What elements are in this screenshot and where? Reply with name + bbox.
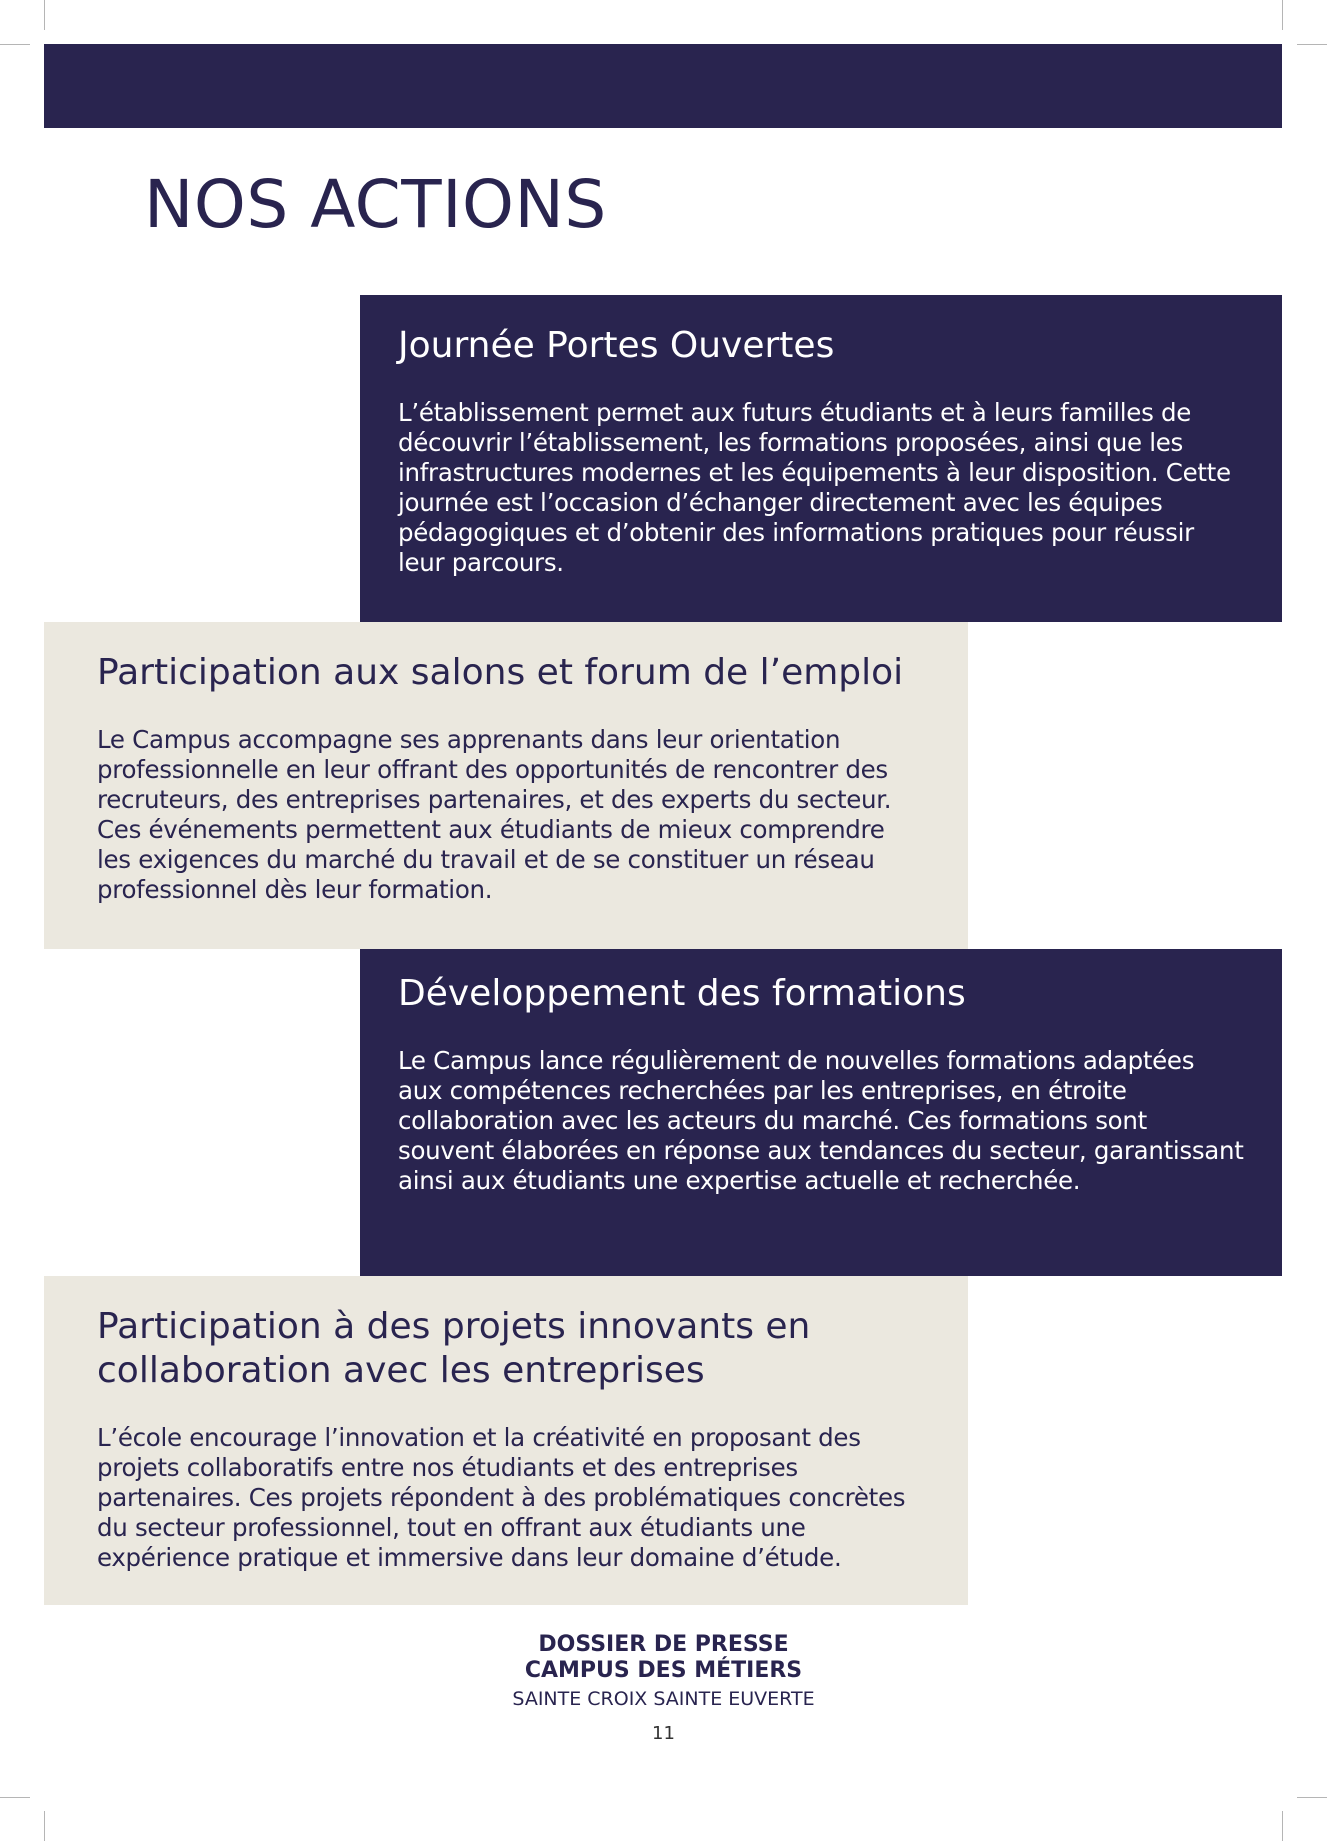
crop-mark — [1282, 0, 1283, 30]
section-salons-forum-emploi — [44, 622, 968, 949]
crop-mark — [1282, 1811, 1283, 1841]
page-footer — [0, 1632, 1327, 1746]
section-heading: Journée Portes Ouvertes — [398, 325, 835, 366]
page-title: NOS ACTIONS — [144, 166, 607, 243]
section-heading: Participation aux salons et forum de l’emploi — [97, 652, 904, 693]
crop-mark — [44, 1811, 45, 1841]
footer-organization: CAMPUS DES MÉTIERS — [524, 1658, 803, 1683]
footer-title: DOSSIER DE PRESSE — [538, 1632, 789, 1657]
section-body: Le Campus lance régulièrement de nouvelles formations adaptées aux compétences recherchées par les entreprises, en étroite collaboration avec les acteurs du marché. Ces formations sont souvent élaborées en réponse aux tendances du secteur, garantissant ainsi aux étudiants une expertise actuelle et recherchée. — [398, 1046, 1244, 1195]
crop-mark — [1297, 1797, 1327, 1798]
section-body: L’école encourage l’innovation et la créativité en proposant des projets collaboratifs entre nos étudiants et des entreprises partenaires. Ces projets répondent à des problématiques concrètes du secteur professionnel, tout en offrant aux étudiants une expérience pratique et immersive dans leur domaine d’étude. — [97, 1423, 906, 1572]
page-number: 11 — [652, 1723, 675, 1744]
crop-mark — [0, 1797, 30, 1798]
crop-mark — [44, 0, 45, 30]
header-band — [44, 44, 1282, 128]
footer-subtitle: SAINTE CROIX SAINTE EUVERTE — [512, 1688, 815, 1710]
section-body: Le Campus accompagne ses apprenants dans leur orientation professionnelle en leur offrant des opportunités de rencontrer des recruteurs, des entreprises partenaires, et des experts du secteur. Ces événements permettent aux étudiants de mieux comprendre les exigences du marché du travail et de se constituer un réseau professionnel dès leur formation. — [97, 725, 892, 904]
section-heading: Développement des formations — [398, 973, 966, 1014]
crop-mark — [0, 44, 30, 45]
section-journee-portes-ouvertes — [360, 295, 1282, 622]
section-developpement-formations — [360, 949, 1282, 1276]
section-body: L’établissement permet aux futurs étudiants et à leurs familles de découvrir l’établissement, les formations proposées, ainsi que les infrastructures modernes et les équipements à leur disposition. Cette journée est l’occasion d’échanger directement avec les équipes pédagogiques et d’obtenir des informations pratiques pour réussir leur parcours. — [398, 398, 1231, 577]
section-projets-innovants — [44, 1276, 968, 1605]
crop-mark — [1297, 44, 1327, 45]
section-heading: Participation à des projets innovants en collaboration avec les entreprises — [97, 1306, 811, 1391]
